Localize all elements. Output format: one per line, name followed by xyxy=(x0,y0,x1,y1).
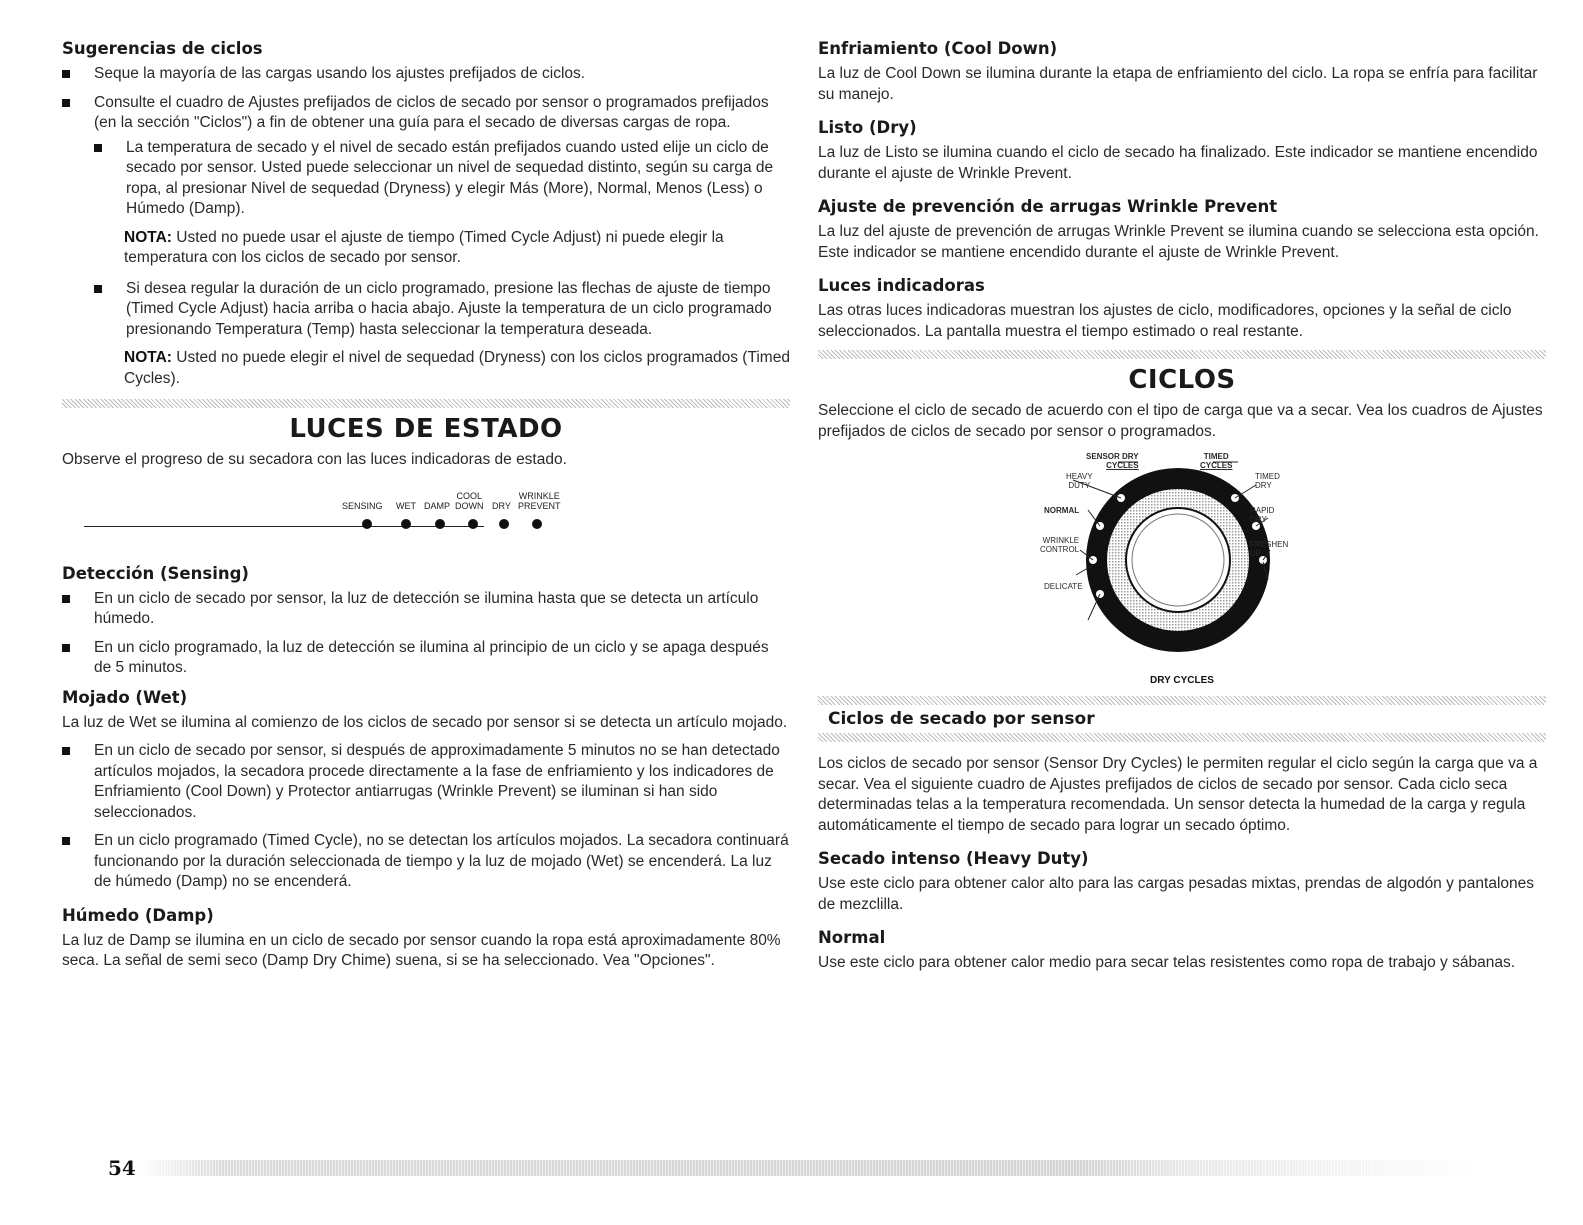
section-divider xyxy=(818,696,1546,705)
sugerencias-list xyxy=(62,64,790,220)
status-label-damp: DAMP xyxy=(424,500,451,511)
square-bullet-icon xyxy=(62,837,70,845)
normal-text: Use este ciclo para obtener calor medio para secar telas resistentes como ropa de trabajo y sábanas. xyxy=(818,954,1516,971)
dry-cycles-dial xyxy=(818,450,1546,665)
dial-label-delicate: DELICATE xyxy=(1044,582,1083,591)
list-item: La temperatura de secado y el nivel de secado están prefijados cuando usted elije un ciclo de secado por sensor. Usted puede seleccionar un nivel de sequedad distinto, según su carga de ropa, al presionar Nivel de sequedad (Dryness) y elegir Más (More), Normal, Menos (Less) o Húmedo (Damp). xyxy=(94,138,790,220)
square-bullet-icon xyxy=(62,70,70,78)
dial-label-normal: NORMAL xyxy=(1044,506,1080,515)
section-divider xyxy=(818,733,1546,742)
heavy-duty-heading: Secado intenso (Heavy Duty) xyxy=(818,849,1089,868)
status-lights-diagram xyxy=(62,471,790,551)
damp-heading: Húmedo (Damp) xyxy=(62,905,214,925)
status-label-sensing: SENSING xyxy=(342,500,383,511)
dial-label-wrinkle-control: WRINKLE CONTROL xyxy=(1040,536,1080,554)
list-item: En un ciclo de secado por sensor, si después de approximadamente 5 minutos no se han detectado artículos mojados, la secadora procede directamente a la fase de enfriamiento y los indicadores de Enfriamiento (Cool Down) y Protector antiarrugas (Wrinkle Prevent) se iluminan si han sido seleccionados. xyxy=(62,741,790,823)
sensor-cycles-heading: Ciclos de secado por sensor xyxy=(828,709,1095,729)
wet-heading: Mojado (Wet) xyxy=(62,687,188,707)
status-light-dry xyxy=(499,519,509,529)
square-bullet-icon xyxy=(62,644,70,652)
ciclos-intro: Seleccione el ciclo de secado de acuerdo con el tipo de carga que va a secar. Vea los cuadros de Ajustes prefijados de ciclos de secado por sensor o programados. xyxy=(818,402,1543,440)
dial-label-freshen-up: FRESHEN UP xyxy=(1250,540,1289,558)
dial-label-timed-cycles: TIMED CYCLES xyxy=(1200,452,1233,470)
wet-text: La luz de Wet se ilumina al comienzo de los ciclos de secado por sensor si se detecta un artículo mojado. xyxy=(62,713,788,731)
luces-indicadoras-text: Las otras luces indicadoras muestran los ajustes de ciclo, modificadores, opciones y la señal de ciclo seleccionados. La pantalla muestra el tiempo estimado o real restante. xyxy=(818,302,1512,340)
dial-label-sensor-dry: SENSOR DRY CYCLES xyxy=(1086,452,1139,470)
nota-2: NOTA: Usted no puede elegir el nivel de sequedad (Dryness) con los ciclos programados (Timed Cycles). xyxy=(124,349,790,387)
sub-list-2 xyxy=(62,279,790,341)
wrinkle-prevent-heading: Ajuste de prevención de arrugas Wrinkle Prevent xyxy=(818,197,1278,216)
status-light-sensing xyxy=(362,519,372,529)
nota-1: NOTA: Usted no puede usar el ajuste de tiempo (Timed Cycle Adjust) ni puede elegir la temperatura con los ciclos de secado por sensor. xyxy=(124,228,724,266)
status-light-wet xyxy=(401,519,411,529)
sensing-heading: Detección (Sensing) xyxy=(62,563,249,583)
dial-label-heavy-duty: HEAVY DUTY xyxy=(1066,472,1093,490)
list-item: Seque la mayoría de las cargas usando los ajustes prefijados de ciclos. xyxy=(62,64,790,85)
status-label-dry: DRY xyxy=(492,500,511,511)
page-number: 54 xyxy=(108,1156,136,1180)
sugerencias-heading: Sugerencias de ciclos xyxy=(62,39,263,58)
status-label-wet: WET xyxy=(396,500,416,511)
normal-heading: Normal xyxy=(818,928,886,947)
list-item: En un ciclo programado, la luz de detección se ilumina al principio de un ciclo y se apaga después de 5 minutos. xyxy=(62,638,790,679)
status-line xyxy=(84,526,484,528)
dry-text: La luz de Listo se ilumina cuando el ciclo de secado ha finalizado. Este indicador se mantiene encendido durante el ajuste de Wrinkle Prevent. xyxy=(818,144,1538,182)
heavy-duty-text: Use este ciclo para obtener calor alto para las cargas pesadas mixtas, prendas de algodón y pantalones de mezclilla. xyxy=(818,875,1535,913)
ciclos-title: CICLOS xyxy=(1128,365,1236,395)
sensor-cycles-text: Los ciclos de secado por sensor (Sensor Dry Cycles) le permiten regular el ciclo según la carga que va a secar. Vea el siguiente cuadro de Ajustes prefijados de ciclos de secado por sensor. Cada ciclo seca determinadas telas a la temperatura recomendada. Un sensor detecta la humedad de la carga y regula automáticamente el tiempo de secado para lograr un secado óptimo. xyxy=(818,755,1538,834)
status-label-wrinkle-prevent: WRINKLE PREVENT xyxy=(518,490,561,511)
damp-text: La luz de Damp se ilumina en un ciclo de secado por sensor cuando la ropa está aproximadamente 80% seca. La señal de semi seco (Damp Dry Chime) suena, si se ha seleccionado. Vea "Opciones". xyxy=(62,931,781,969)
square-bullet-icon xyxy=(62,99,70,107)
list-item: Consulte el cuadro de Ajustes prefijados de ciclos de secado por sensor o programados prefijados (en la sección "Ciclos") a fin de obtener una guía para el secado de diversas cargas de ropa. La temperatura de secado y el nivel de secado están prefijados cuando usted elije un ciclo de secado por sensor. Usted puede seleccionar un nivel de sequedad distinto, según su carga de ropa, al presionar Nivel de sequedad (Dryness) y elegir Más (More), Normal, Menos (Less) o Húmedo (Damp). xyxy=(62,93,790,220)
square-bullet-icon xyxy=(94,285,102,293)
status-label-cool-down: COOL DOWN xyxy=(455,490,484,511)
cool-down-text: La luz de Cool Down se ilumina durante la etapa de enfriamiento del ciclo. La ropa se enfría para facilitar su manejo. xyxy=(818,65,1538,103)
wet-list xyxy=(62,741,790,893)
status-light-cool-down xyxy=(468,519,478,529)
sensing-list xyxy=(62,589,790,679)
left-column xyxy=(62,38,790,972)
dial-label-timed-dry: TIMED DRY xyxy=(1255,472,1280,490)
status-light-wrinkle-prevent xyxy=(532,519,542,529)
dial-label-rapid-dry: RAPID DRY xyxy=(1250,506,1275,524)
list-item: En un ciclo programado (Timed Cycle), no se detectan los artículos mojados. La secadora continuará funcionando por la duración seleccionada de tiempo y la luz de mojado (Wet) se encenderá. La luz de húmedo (Damp) no se encenderá. xyxy=(62,831,790,893)
luces-intro: Observe el progreso de su secadora con las luces indicadoras de estado. xyxy=(62,451,567,468)
right-column xyxy=(818,38,1546,974)
luces-indicadoras-heading: Luces indicadoras xyxy=(818,276,985,295)
dial-icon xyxy=(818,450,1546,665)
square-bullet-icon xyxy=(62,747,70,755)
list-item: En un ciclo de secado por sensor, la luz de detección se ilumina hasta que se detecta un artículo húmedo. xyxy=(62,589,790,630)
square-bullet-icon xyxy=(62,595,70,603)
footer-bar xyxy=(140,1160,1480,1176)
section-divider xyxy=(62,399,790,408)
list-item: Si desea regular la duración de un ciclo programado, presione las flechas de ajuste de tiempo (Timed Cycle Adjust) hacia arriba o hacia abajo. Ajuste la temperatura de un ciclo programado presionando Temperatura (Temp) hasta seleccionar la temperatura deseada. xyxy=(94,279,790,341)
status-light-damp xyxy=(435,519,445,529)
wrinkle-prevent-text: La luz del ajuste de prevención de arrugas Wrinkle Prevent se ilumina cuando se selecciona esta opción. Este indicador se mantiene encendido durante el ajuste de Wrinkle Prevent. xyxy=(818,223,1539,261)
sub-list xyxy=(94,138,790,220)
dial-caption: DRY CYCLES xyxy=(1150,675,1214,686)
dry-heading: Listo (Dry) xyxy=(818,118,917,137)
section-divider xyxy=(818,350,1546,359)
cool-down-heading: Enfriamiento (Cool Down) xyxy=(818,39,1058,58)
square-bullet-icon xyxy=(94,144,102,152)
luces-de-estado-title: LUCES DE ESTADO xyxy=(289,414,563,444)
